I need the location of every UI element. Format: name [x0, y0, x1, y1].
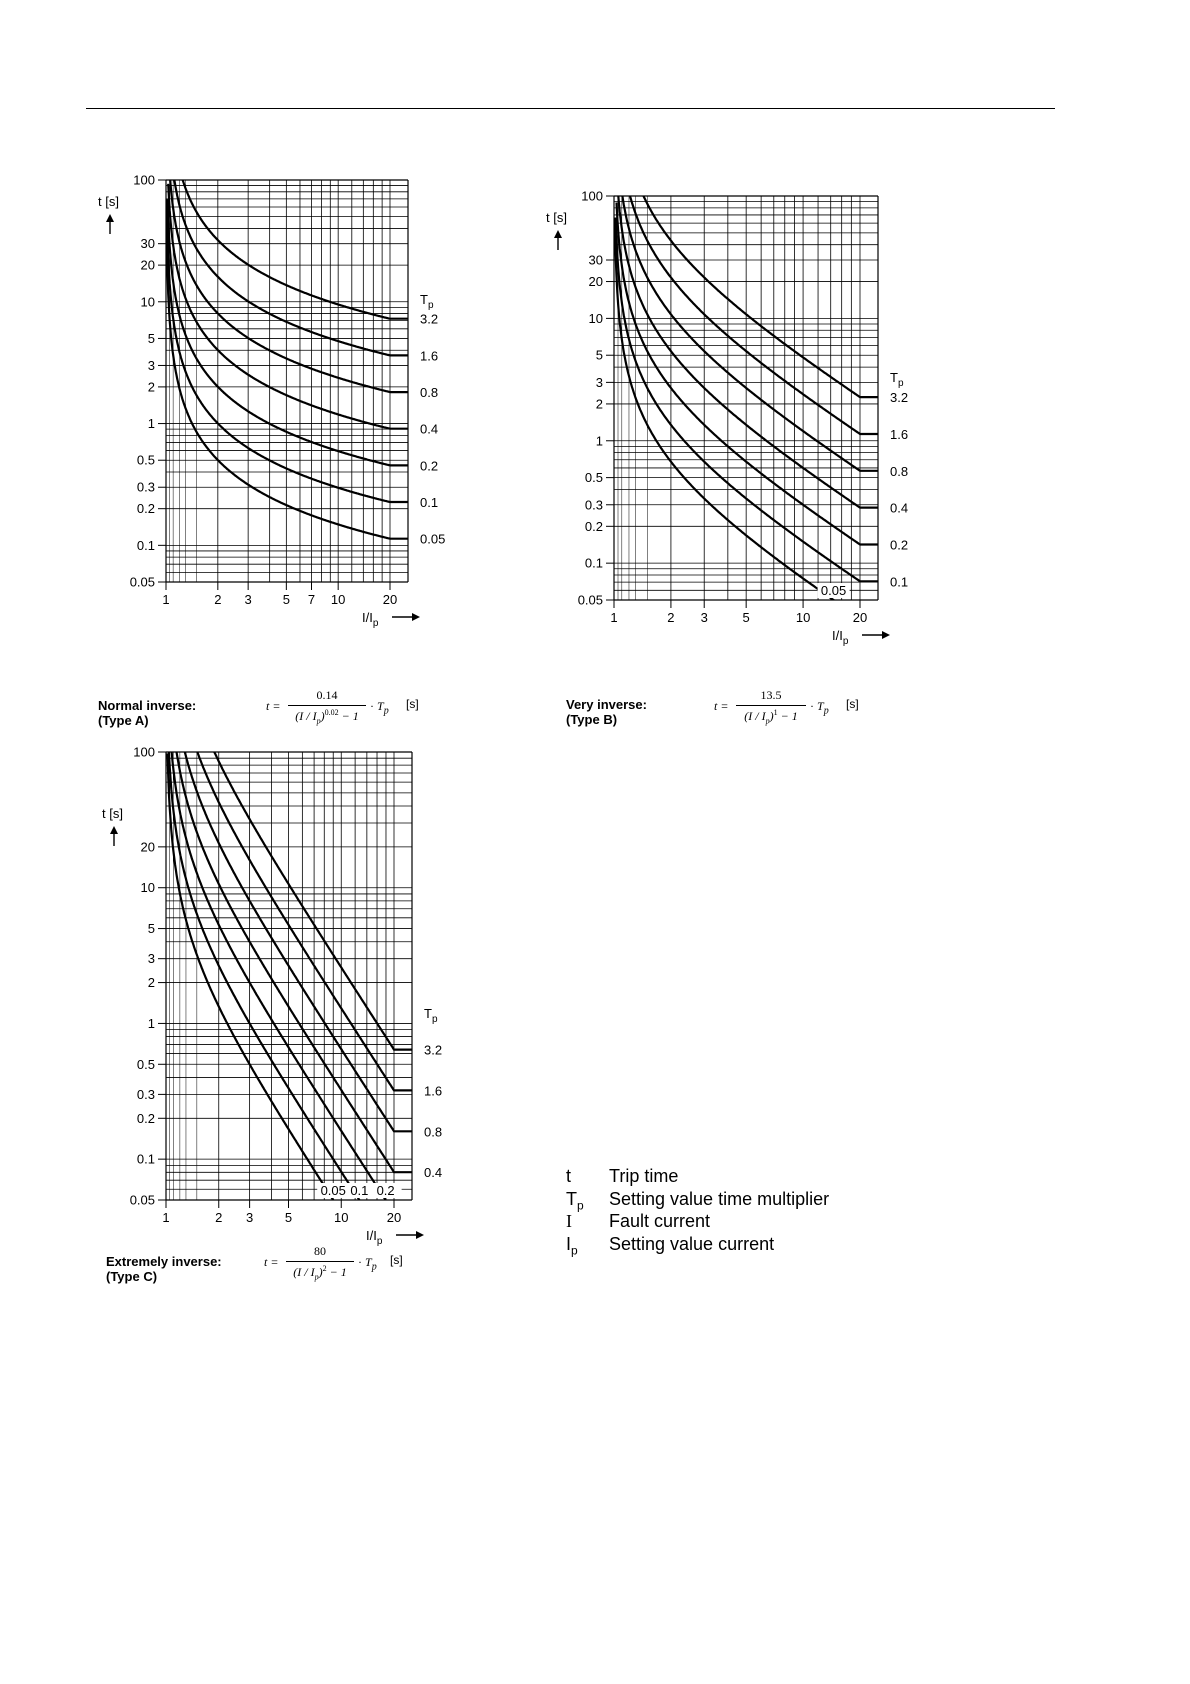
series-label: 0.2 — [420, 458, 439, 474]
caption-type-a-line2: (Type A) — [98, 713, 149, 728]
x-tick-label: 20 — [382, 592, 398, 607]
y-axis-label: t [s] — [102, 806, 123, 821]
legend-symbol: I — [566, 1211, 572, 1231]
y-tick-label: 0.05 — [129, 574, 155, 590]
y-tick-label: 0.05 — [577, 592, 603, 608]
y-tick-label: 0.3 — [584, 497, 603, 513]
y-tick-label: 20 — [140, 257, 155, 273]
legend-symbol: t — [566, 1166, 572, 1186]
x-tick-label: 10 — [330, 592, 346, 607]
series-label: 0.05 — [320, 1183, 346, 1198]
x-tick-label: 5 — [282, 592, 290, 607]
tp-legend-title: $T_p$ — [420, 292, 434, 311]
formula-type-a-unit: [s] — [406, 697, 419, 711]
x-axis-label: $I/I_p$ — [362, 610, 379, 629]
series-line — [618, 193, 878, 507]
x-tick-label: 2 — [667, 610, 675, 625]
caption-type-a-line1: Normal inverse: — [98, 698, 197, 713]
x-tick-label: 1 — [610, 610, 618, 625]
y-tick-label: 100 — [133, 172, 155, 188]
series-label: 0.4 — [420, 421, 439, 437]
formula-type-a: t = 0.14 $(I / I_p)^{0.02} - 1$ · $T_p$ [s] — [266, 688, 419, 726]
legend-description: Setting value current — [609, 1233, 775, 1254]
x-tick-label: 3 — [700, 610, 708, 625]
formula-type-a-numerator: 0.14 — [316, 688, 338, 702]
y-tick-label: 20 — [140, 839, 155, 855]
x-tick-label: 20 — [852, 610, 868, 625]
caption-type-b — [566, 697, 647, 727]
y-tick-label: 0.1 — [136, 1151, 155, 1167]
y-axis-label: t [s] — [98, 194, 119, 209]
y-tick-label: 0.1 — [584, 555, 603, 571]
y-tick-label: 10 — [140, 880, 155, 896]
series-label: 0.05 — [420, 531, 446, 547]
formula-type-c-numerator: 80 — [314, 1244, 326, 1258]
y-axis-label: t [s] — [546, 210, 567, 225]
series-label: 0.8 — [890, 463, 909, 479]
formula-type-c-unit: [s] — [390, 1253, 403, 1267]
x-axis-label: $I/I_p$ — [832, 628, 849, 647]
x-tick-label: 3 — [244, 592, 252, 607]
y-tick-label: 0.2 — [136, 501, 155, 517]
series-line — [627, 184, 878, 434]
series-line — [616, 218, 878, 582]
chart-extremely-inverse — [90, 740, 490, 1247]
series-label: 3.2 — [420, 311, 439, 327]
y-tick-label: 3 — [595, 374, 603, 390]
series-label: 0.4 — [890, 500, 909, 516]
series-line — [168, 753, 395, 1221]
formula-type-b-numerator: 13.5 — [760, 688, 782, 702]
series-label: 3.2 — [424, 1042, 443, 1058]
header-rule — [86, 108, 1055, 109]
series-label: 0.1 — [890, 574, 909, 590]
x-axis-label: $I/I_p$ — [366, 1228, 383, 1247]
y-tick-label: 0.5 — [584, 470, 603, 486]
series-label: 1.6 — [424, 1083, 443, 1099]
formula-type-b-unit: [s] — [846, 697, 859, 711]
legend-description: Fault current — [609, 1211, 711, 1231]
y-tick-label: 20 — [588, 274, 603, 290]
y-tick-label: 100 — [581, 188, 603, 204]
series-label: 0.2 — [890, 537, 909, 553]
y-axis-arrowhead — [110, 826, 118, 834]
y-tick-label: 0.3 — [136, 479, 155, 495]
series-line — [168, 184, 408, 429]
x-tick-label: 1 — [162, 1210, 170, 1225]
series-label: 0.8 — [424, 1124, 443, 1140]
y-tick-label: 0.2 — [136, 1110, 155, 1126]
y-tick-label: 0.5 — [136, 452, 155, 468]
series-label: 0.8 — [420, 385, 439, 401]
y-tick-label: 2 — [595, 396, 603, 412]
legend-description: Trip time — [609, 1166, 679, 1186]
caption-type-b-line2: (Type B) — [566, 712, 618, 727]
x-axis-arrowhead — [416, 1231, 424, 1239]
formula-type-a-exponent: 0.02 — [324, 708, 339, 717]
y-tick-label: 0.2 — [584, 518, 603, 534]
formula-type-c-exponent: 2 — [322, 1264, 327, 1273]
y-tick-label: 100 — [133, 744, 155, 760]
caption-type-c-line2: (Type C) — [106, 1269, 158, 1284]
series-label: 0.1 — [350, 1183, 369, 1198]
y-tick-label: 1 — [595, 433, 603, 449]
y-tick-label: 5 — [595, 347, 603, 363]
caption-type-c-line1: Extremely inverse: — [106, 1254, 222, 1269]
series-label: 0.2 — [376, 1183, 395, 1198]
x-tick-label: 5 — [284, 1210, 293, 1225]
y-tick-label: 10 — [588, 310, 603, 326]
series-label: 3.2 — [890, 390, 909, 406]
formula-type-b: t = 13.5 $(I / I_p)^1 - 1$ · $T_p$ [s] — [714, 688, 859, 726]
formula-type-b-exponent: 1 — [773, 708, 778, 717]
x-axis-arrowhead — [882, 631, 890, 639]
series-line — [175, 742, 412, 1172]
chart-normal-inverse — [90, 172, 490, 680]
x-tick-label: 3 — [245, 1210, 254, 1225]
y-tick-label: 5 — [147, 330, 155, 346]
series-line — [173, 169, 408, 356]
x-tick-label: 7 — [307, 592, 316, 607]
x-tick-label: 2 — [214, 592, 222, 607]
x-tick-label: 10 — [334, 1210, 349, 1225]
y-tick-label: 3 — [147, 951, 155, 967]
formula-type-c: t = 80 $(I / I_p)^2 - 1$ · $T_p$ [s] — [264, 1244, 403, 1282]
x-tick-label: 10 — [795, 610, 811, 625]
y-tick-label: 2 — [147, 975, 155, 991]
y-tick-label: 0.3 — [136, 1086, 155, 1102]
y-tick-label: 0.5 — [136, 1056, 155, 1072]
y-tick-label: 1 — [147, 416, 155, 432]
legend-description: Setting value time multiplier — [609, 1188, 830, 1209]
y-tick-label: 0.05 — [129, 1192, 155, 1208]
series-label: 0.4 — [424, 1165, 443, 1181]
series-line — [168, 737, 394, 1221]
x-tick-label: 5 — [742, 610, 750, 625]
x-tick-label: 1 — [162, 592, 170, 607]
legend-symbol: $T_p$ — [566, 1188, 584, 1213]
caption-type-c — [106, 1254, 222, 1284]
caption-type-b-line1: Very inverse: — [566, 697, 647, 712]
y-tick-label: 2 — [147, 379, 155, 395]
y-tick-label: 30 — [588, 252, 603, 268]
chart-very-inverse — [540, 180, 940, 680]
y-axis-arrowhead — [106, 214, 114, 222]
series-label: 1.6 — [420, 348, 439, 364]
tp-legend-title: $T_p$ — [424, 1006, 438, 1025]
caption-type-a — [98, 698, 196, 728]
y-tick-label: 30 — [140, 236, 155, 252]
y-tick-label: 5 — [147, 921, 155, 937]
x-axis-arrowhead — [412, 613, 420, 621]
series-label: 0.1 — [420, 495, 439, 511]
series-label: 0.05 — [820, 583, 847, 598]
x-tick-label: 20 — [386, 1210, 402, 1225]
series-label: 1.6 — [890, 426, 909, 442]
y-tick-label: 10 — [140, 294, 155, 310]
x-tick-label: 2 — [215, 1210, 223, 1225]
tp-legend-title: $T_p$ — [890, 370, 904, 389]
legend-symbol: $I_p$ — [566, 1233, 578, 1258]
y-tick-label: 1 — [147, 1015, 155, 1031]
y-tick-label: 0.1 — [136, 537, 155, 553]
y-tick-label: 3 — [147, 357, 155, 373]
y-axis-arrowhead — [554, 230, 562, 238]
